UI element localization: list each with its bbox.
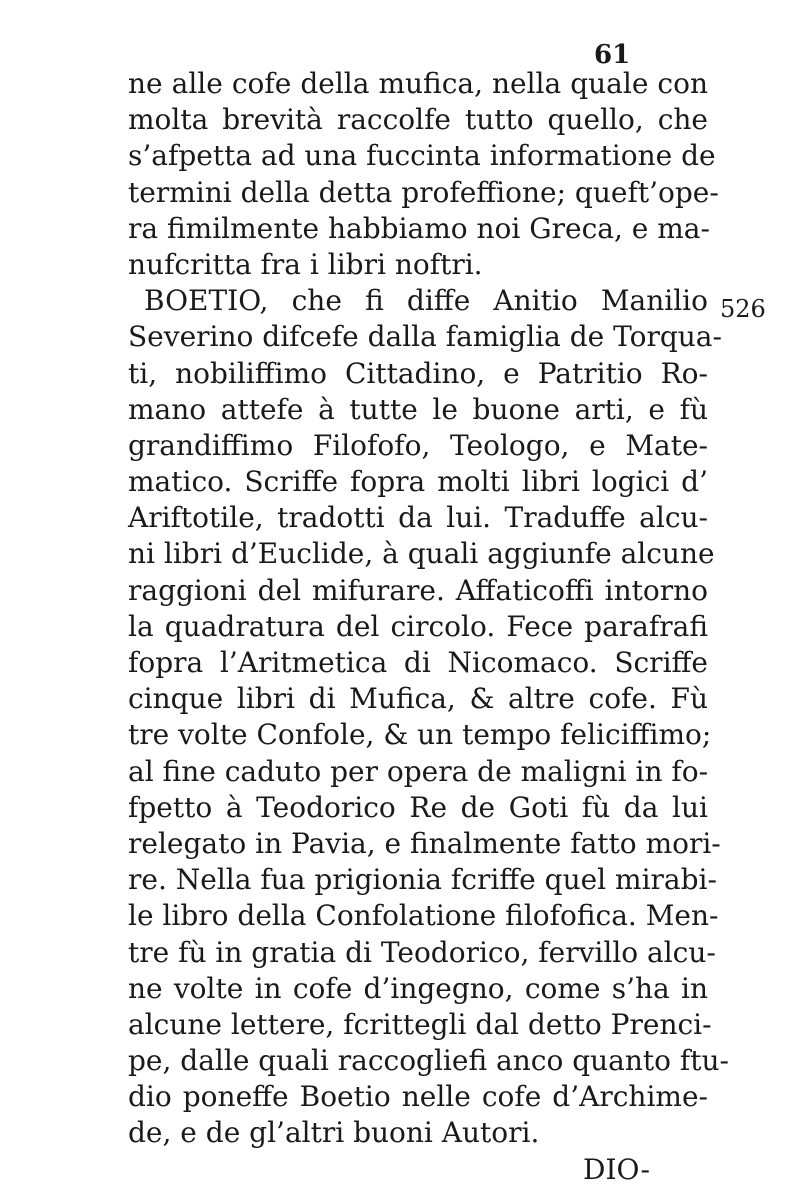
- text-line: matico. Scriffe fopra molti libri logici d’: [128, 465, 708, 499]
- text-line: ne volte in cofe d’ingegno, come s’ha in: [128, 971, 708, 1005]
- text-line: termini della detta profeffione; queft’ope-: [128, 175, 719, 209]
- text-line: fopra l’Aritmetica di Nicomaco. Scriffe: [128, 646, 708, 679]
- text-line: grandiffimo Filofofo, Teologo, e Mate-: [128, 428, 708, 462]
- text-line: raggioni del mifurare. Affaticoffi intorno: [128, 573, 708, 607]
- text-line: ne alle cofe della mufica, nella quale con: [128, 67, 708, 100]
- text-line: cinque libri di Mufica, & altre cofe. Fù: [128, 682, 708, 716]
- text-line: relegato in Pavia, e finalmente fatto mori-: [128, 826, 721, 860]
- text-line: la quadratura del circolo. Fece parafrafi: [128, 609, 708, 643]
- text-line: mano attefe à tutte le buone arti, e fù: [128, 392, 708, 426]
- text-line: re. Nella fua prigionia fcriffe quel mirabi-: [128, 863, 717, 897]
- text-line: de, e de gl’altri buoni Autori.: [128, 1116, 540, 1150]
- text-line: le libro della Confolatione filofofica. Men-: [128, 899, 719, 933]
- text-line: alcune lettere, fcrittegli dal detto Prenci-: [128, 1007, 712, 1041]
- margin-note: 526: [720, 295, 766, 323]
- body-text: [128, 66, 730, 1188]
- text-line: ni libri d’Euclide, à quali aggiunfe alcune: [128, 537, 715, 571]
- text-line: Ariftotile, tradotti da lui. Traduffe alcu-: [128, 501, 708, 535]
- text-line: Severino difcefe dalla famiglia de Torqua-: [128, 320, 722, 354]
- catchword: DIO-: [583, 1152, 650, 1186]
- text-line: molta brevità raccolfe tutto quello, che: [128, 103, 708, 137]
- text-line: BOETIO, che fi diffe Anitio Manilio: [144, 284, 708, 318]
- text-line: ti, nobiliffimo Cittadino, e Patritio Ro-: [128, 356, 708, 390]
- text-line: tre fù in gratia di Teodorico, fervillo alcu-: [128, 935, 716, 969]
- text-line: al fine caduto per opera de maligni in fo-: [128, 754, 709, 788]
- text-line: dio poneffe Boetio nelle cofe d’Archime-: [128, 1080, 708, 1114]
- text-line: pe, dalle quali raccogliefi anco quanto ftu-: [128, 1044, 730, 1078]
- text-line: fpetto à Teodorico Re de Goti fù da lui: [128, 790, 708, 824]
- text-line: tre volte Confole, & un tempo feliciffimo;: [128, 718, 712, 752]
- page-number: 61: [594, 40, 631, 70]
- text-line: nufcritta fra i libri noftri.: [128, 247, 483, 281]
- text-line: ra fimilmente habbiamo noi Greca, e ma-: [128, 211, 710, 245]
- text-line: s’afpetta ad una fuccinta informatione de: [128, 139, 716, 173]
